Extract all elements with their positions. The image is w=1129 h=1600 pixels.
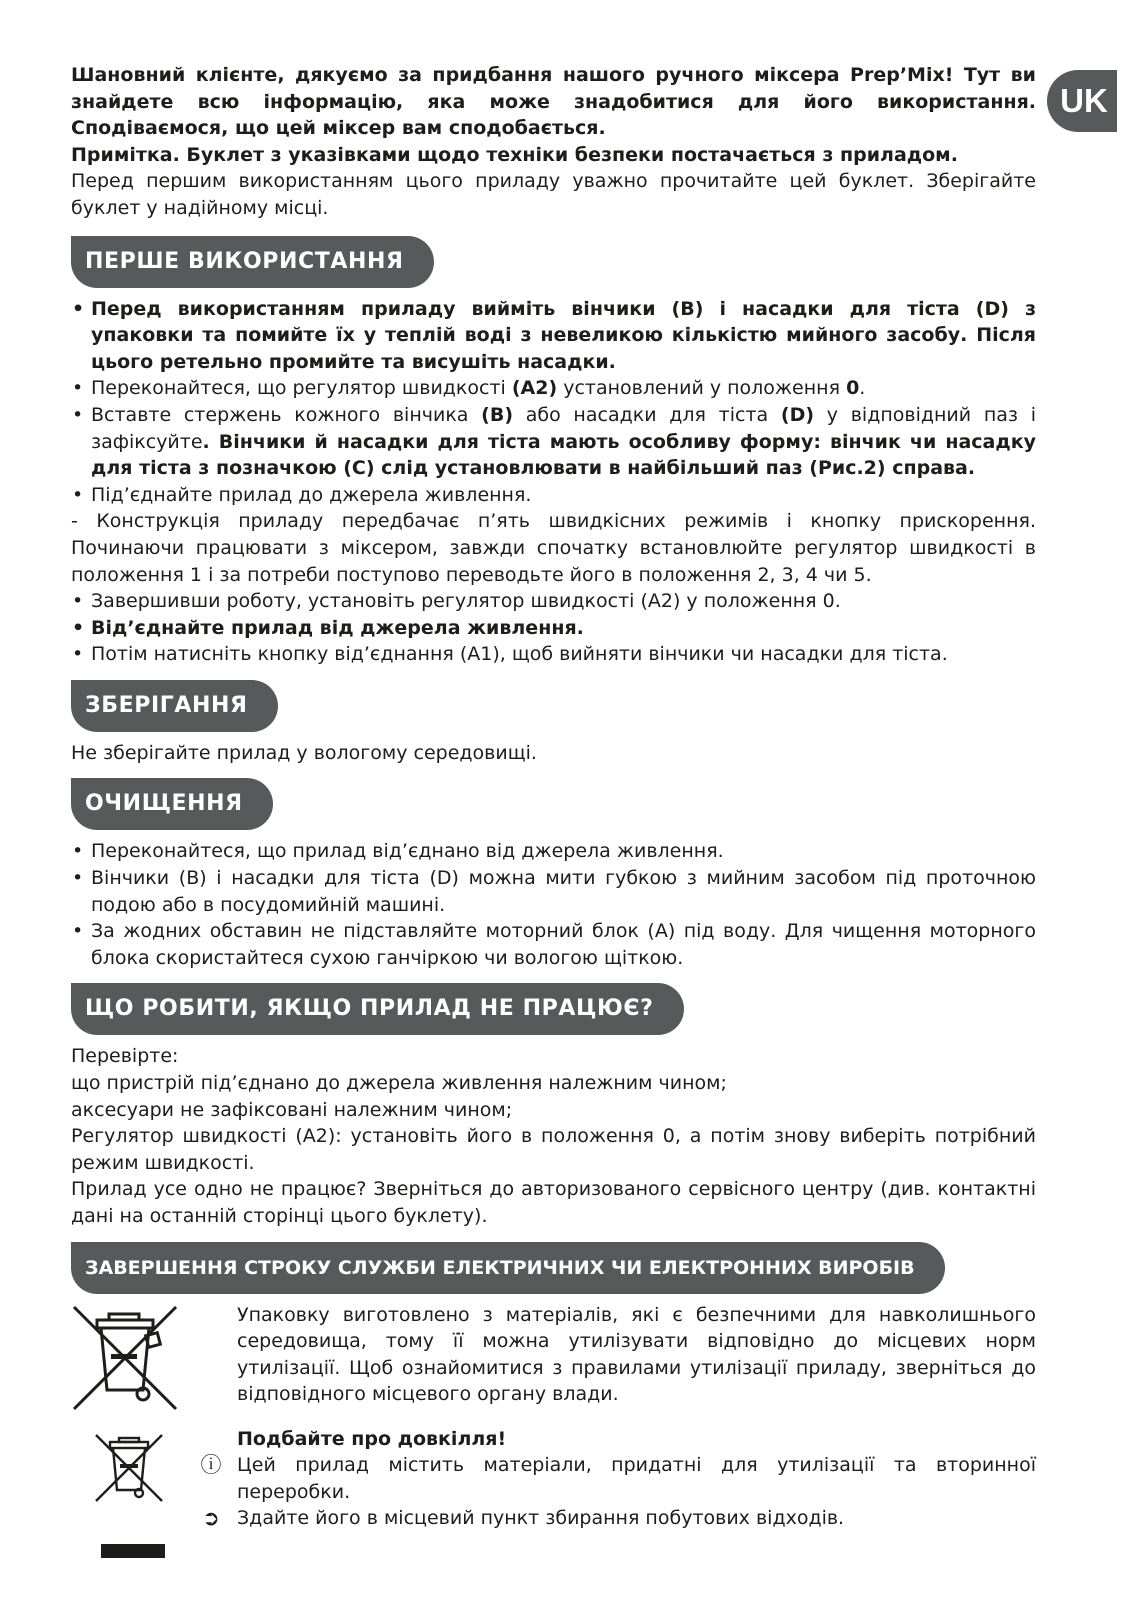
manual-page [71,62,1036,1596]
text-run: 0 [846,377,860,400]
section-heading-troubleshoot: ЩО РОБИТИ, ЯКЩО ПРИЛАД НЕ ПРАЦЮЄ? [71,983,684,1035]
section-storage [71,680,1036,732]
list-item: • За жодних обставин не підставляйте моторний блок (A) під воду. Для чищення моторного блока скористайтеся сухою ганчіркою чи вологою щіткою. [71,918,1036,971]
crossed-bin-icon [71,1304,179,1412]
list-item: • Завершивши роботу, установіть регулятор швидкості (A2) у положення 0. [71,588,1036,615]
first-use-list-2 [71,588,1036,668]
text-run: або насадки для тіста [513,403,781,426]
storage-text: Не зберігайте прилад у вологому середовищі. [71,741,537,764]
cleaning-list [71,838,1036,971]
environment-line-text: Цей прилад містить матеріали, придатні для утилізації та вторинної переробки. [237,1454,1036,1503]
text-run: . [859,377,866,400]
language-badge: UK [1047,70,1117,132]
troubleshoot-line: що пристрій під’єднано до джерела живлення належним чином; [71,1072,727,1095]
troubleshoot-line: Регулятор швидкості (A2): установіть його в положення 0, а потім знову виберіть потрібний режим швидкості. [71,1125,1036,1174]
text-run: (A2) [511,377,558,400]
info-icon: ⓘ [200,1453,222,1478]
environment-text [200,1426,1036,1532]
list-item: • Від’єднайте прилад від джерела живлення. [71,615,1036,642]
text-run: Переконайтеся, що регулятор швидкості [91,377,512,400]
troubleshoot-check: Перевірте: [71,1045,179,1068]
section-heading-storage: ЗБЕРІГАННЯ [71,680,278,732]
intro-read: Перед першим використанням цього приладу уважно прочитайте цей буклет. Зберігайте буклет у надійному місці. [71,170,1036,219]
list-item: • Переконайтеся, що прилад від’єднано від джерела живлення. [71,838,1036,865]
list-item: • Потім натисніть кнопку від’єднання (A1), щоб вийняти вінчики чи насадки для тіста. [71,641,1036,668]
arrow-icon: ➲ [202,1506,220,1531]
environment-line [202,1505,1036,1532]
section-heading-first-use: ПЕРШЕ ВИКОРИСТАННЯ [71,236,434,288]
list-item [71,402,1036,482]
weee-bar [101,1544,165,1558]
speeds-text: - Конструкція приладу передбачає п’ять швидкісних режимів і кнопку прискорення. Починаючи працювати з міксером, завжди спочатку встановлюйте регулятор швидкості в положення 1 і за потреби поступово переводьте його в положення 2, 3, 4 чи 5. [71,510,1036,586]
environment-row [71,1426,1036,1596]
first-use-list [71,296,1036,509]
section-heading-cleaning: ОЧИЩЕННЯ [71,778,273,830]
list-item [71,375,1036,402]
troubleshoot-line: аксесуари не зафіксовані належним чином; [71,1098,513,1121]
intro-thanks: Шановний клієнте, дякуємо за придбання нашого ручного міксера Prep’Mix! Тут ви знайдете всю інформацію, яка може знадобитися для його використання. Сподіваємося, що цей міксер вам сподобається. [71,64,1036,140]
text-run: Вставте стержень кожного вінчика [91,403,482,426]
text-run: у відповідний паз і зафіксуйте [91,403,1036,453]
crossed-bin-small-icon [93,1432,165,1504]
section-first-use [71,236,1036,288]
troubleshoot-line: Прилад усе одно не працює? Зверніться до авторизованого сервісного центру (див. контактні дані на останній сторінці цього буклету). [71,1178,1036,1227]
section-heading-end-of-life: ЗАВЕРШЕННЯ СТРОКУ СЛУЖБИ ЕЛЕКТРИЧНИХ ЧИ ЕЛЕКТРОННИХ ВИРОБІВ [71,1242,945,1294]
packaging-row [71,1302,1036,1422]
environment-line [200,1452,1036,1505]
section-troubleshoot [71,983,1036,1035]
intro-note: Примітка. Буклет з указівками щодо техніки безпеки постачається з приладом. [71,143,958,166]
list-item: • Перед використанням приладу вийміть вінчики (B) і насадки для тіста (D) з упаковки та помийте їх у теплій воді з невеликою кількістю мийного засобу. Після цього ретельно промийте та висушіть насадки. [71,296,1036,376]
list-item: • Під’єднайте прилад до джерела живлення. [71,482,1036,509]
text-run: (D) [780,403,815,426]
section-end-of-life [71,1242,1036,1294]
environment-line-text: Здайте його в місцевий пункт збирання побутових відходів. [237,1507,845,1530]
section-cleaning [71,778,1036,830]
list-item: • Вінчики (B) і насадки для тіста (D) можна мити губкою з мийним засобом під проточною подою або в посудомийній машині. [71,865,1036,918]
text-run: установлений у положення [557,377,847,400]
text-run: (B) [481,403,514,426]
environment-title: Подбайте про довкілля! [237,1427,507,1450]
packaging-text: Упаковку виготовлено з матеріалів, які є безпечними для навколишнього середовища, тому її можна утилізувати відповідно до місцевих норм утилізації. Щоб ознайомитися з правилами утилізації приладу, зверніться до відповідного місцевого органу влади. [237,1303,1036,1406]
text-run: . Вінчики й насадки для тіста мають особливу форму: вінчик чи насадку для тіста з позначкою (C) слід установлювати в найбільший паз (Рис.2) справа. [91,430,1036,480]
